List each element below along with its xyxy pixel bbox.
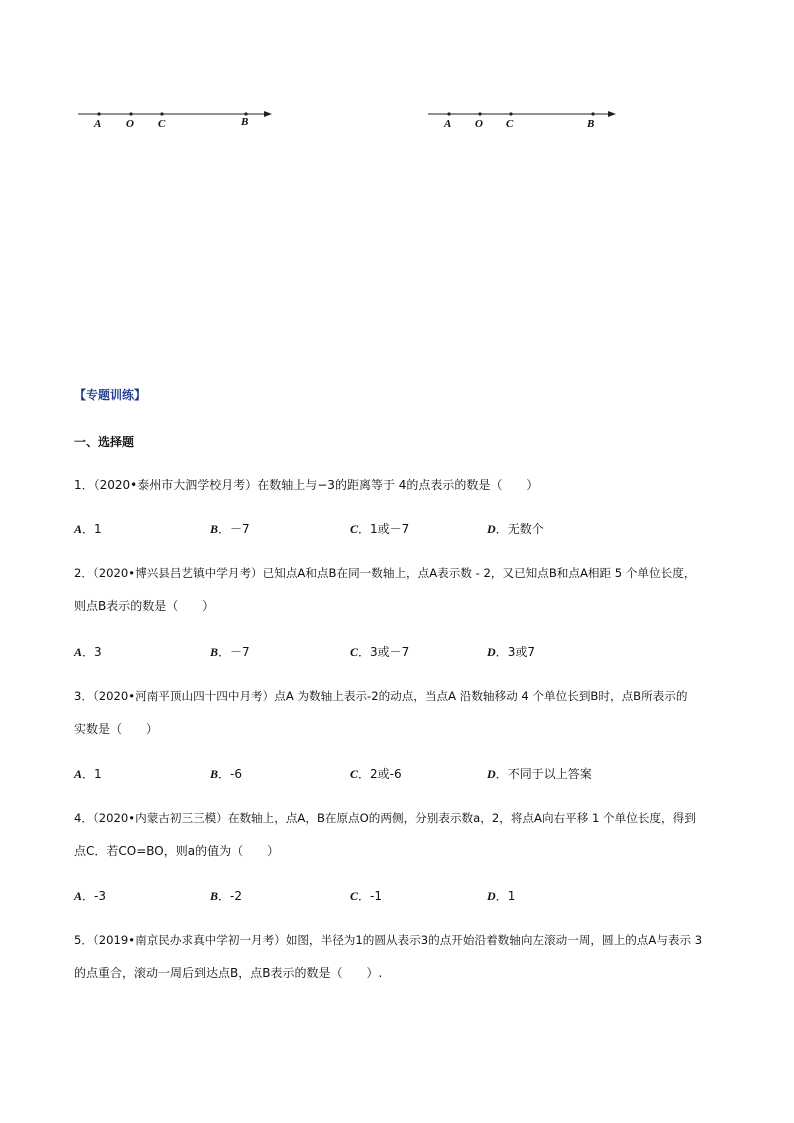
part-title: 一、选择题 (74, 435, 135, 449)
option-text: -1 (370, 889, 382, 903)
section-title: 【专题训练】 (74, 388, 147, 402)
option-text: 1 (94, 767, 102, 781)
question-1-option-b: B．－7 (210, 522, 250, 536)
option-key: A (74, 645, 83, 659)
option-key: A (74, 522, 83, 536)
option-text: 2或-6 (370, 767, 402, 781)
question-1-line-1: 1．（2020•泰州市大泗学校月考）在数轴上与−3的距离等于 4的点表示的数是（ ） (74, 478, 539, 492)
question-4-option-d: D．1 (487, 889, 516, 903)
option-key: C (350, 645, 359, 659)
point-label-o: O (475, 118, 483, 130)
question-4-line-2: 点C．若CO=BO，则a的值为（ ） (74, 844, 280, 858)
point-label-a: A (94, 118, 102, 130)
option-text: －7 (230, 522, 250, 536)
option-text: －7 (230, 645, 250, 659)
option-key: D (487, 767, 496, 781)
option-key: C (350, 522, 359, 536)
question-4-option-b: B．-2 (210, 889, 242, 903)
option-text: 3或7 (507, 645, 535, 659)
question-4-line-1: 4．（2020•内蒙古初三三模）在数轴上，点A，B在原点O的两侧，分别表示数a，2，将点A向右平移 1 个单位长度，得到 (74, 811, 696, 825)
option-key: D (487, 645, 496, 659)
option-text: 1 (507, 889, 516, 903)
option-key: B (210, 645, 219, 659)
question-3-option-b: B．-6 (210, 767, 242, 781)
option-key: D (487, 889, 496, 903)
option-text: 3 (94, 645, 102, 659)
question-3-line-1: 3．（2020•河南平顶山四十四中月考）点A 为数轴上表示-2的动点，当点A 沿数轴移动 4 个单位长到B时，点B所表示的 (74, 689, 688, 703)
question-3-option-c: C．2或-6 (350, 767, 402, 781)
number-line-2 (426, 104, 626, 134)
question-4-option-c: C．-1 (350, 889, 382, 903)
question-5-line-1: 5．（2019•南京民办求真中学初一月考）如图，半径为1的圆从表示3的点开始沿着数轴向左滚动一周，圆上的点A与表示 3 (74, 933, 703, 947)
option-text: 无数个 (507, 522, 544, 536)
question-2-option-d: D．3或7 (487, 645, 535, 659)
question-4-option-a: A．-3 (74, 889, 106, 903)
option-text: -3 (94, 889, 106, 903)
option-key: C (350, 889, 359, 903)
question-5-line-2: 的点重合，滚动一周后到达点B，点B表示的数是（ ）. (74, 966, 383, 980)
question-2-option-b: B．－7 (210, 645, 250, 659)
option-text: 1或－7 (370, 522, 410, 536)
point-label-a: A (444, 118, 452, 130)
question-3-option-d: D．不同于以上答案 (487, 767, 592, 781)
option-text: 不同于以上答案 (507, 767, 592, 781)
option-text: 3或－7 (370, 645, 410, 659)
option-key: A (74, 767, 83, 781)
number-line-1 (76, 104, 276, 134)
option-key: B (210, 767, 219, 781)
point-label-o: O (126, 118, 134, 130)
option-key: A (74, 889, 83, 903)
question-2-option-a: A．3 (74, 645, 102, 659)
option-text: -6 (230, 767, 242, 781)
question-2-option-c: C．3或－7 (350, 645, 410, 659)
question-1-option-c: C．1或－7 (350, 522, 410, 536)
question-1-option-d: D．无数个 (487, 522, 544, 536)
point-label-b: B (241, 116, 249, 128)
option-key: C (350, 767, 359, 781)
question-2-line-2: 则点B表示的数是（ ） (74, 599, 215, 613)
option-text: -2 (230, 889, 242, 903)
point-label-c: C (506, 118, 514, 130)
question-3-option-a: A．1 (74, 767, 102, 781)
option-key: D (487, 522, 496, 536)
question-1-option-a: A．1 (74, 522, 102, 536)
point-label-b: B (587, 118, 595, 130)
option-key: B (210, 522, 219, 536)
number-line-axis (426, 106, 626, 120)
question-3-line-2: 实数是（ ） (74, 722, 159, 736)
question-2-line-1: 2．（2020•博兴县吕艺镇中学月考）已知点A和点B在同一数轴上，点A表示数 - 2，又已知点B和点A相距 5 个单位长度， (74, 566, 696, 580)
point-label-c: C (158, 118, 166, 130)
option-text: 1 (94, 522, 102, 536)
option-key: B (210, 889, 219, 903)
